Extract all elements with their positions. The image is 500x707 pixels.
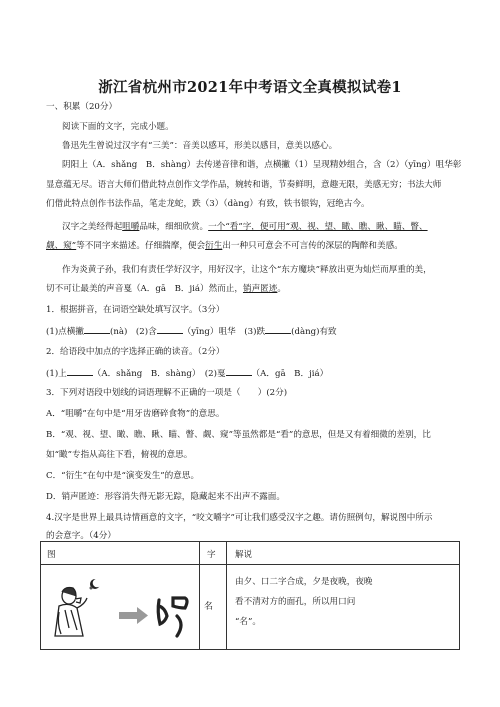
question-4-line1: 4.汉字是世界上最具诗情画意的文字，“咬文嚼字”可让我们感受汉字之趣。请仿照例句，解说图中所示 — [46, 513, 433, 523]
answer-blank-1[interactable] — [84, 325, 110, 334]
question-2: 2．给语段中加点的字选择正确的读音。（2分） — [46, 347, 225, 357]
moon-icon — [90, 579, 102, 590]
passage-p3-line2: 觑、窥”等不同字来描述。仔细揣摩，便会衍生出一种只可意会不可言传的深层的陶醉和美感。 — [46, 241, 403, 251]
example-table — [40, 541, 460, 650]
option-b-line2: 如“瞰”专指从高往下看，俯视的意思。 — [46, 450, 193, 460]
answer-blank-4[interactable] — [67, 367, 93, 376]
explanation-line-2: 看不清对方的面孔，所以用口问 — [235, 597, 356, 607]
answer-blank-3[interactable] — [265, 325, 291, 334]
question-4-line2: 的会意字。（4分） — [46, 531, 116, 541]
question-2-options: (1)上 （A．shǎng B．shàng） (2)戛 （A．gā B．jiá） — [46, 369, 329, 379]
header-character: 字 — [207, 550, 216, 560]
header-explanation: 解说 — [235, 550, 253, 560]
passage-p2-line1: 阴阳上（A．shǎng B．shàng）去传递音律和谐，点横撇（1）呈现精妙组合，含（2）（yīng）咀华彰 — [62, 160, 462, 170]
option-c: C．“衍生”在句中是“演变发生”的意思。 — [46, 471, 200, 481]
question-1: 1．根据拼音，在词语空缺处填写汉字。（3分） — [46, 305, 225, 315]
option-b-line1: B．“观、视、望、瞰、瞧、瞅、瞄、瞥、觑、窥”等虽然都是“看”的意思，但是又有着细微的差别，比 — [46, 430, 431, 440]
arrow-icon — [119, 607, 148, 624]
underlined-word-jujue: 咀嚼 — [122, 222, 140, 232]
underlined-word-yansheng: 衍生 — [205, 241, 223, 251]
section-heading: 一、积累（20分） — [46, 102, 118, 112]
passage-p3-line1: 汉字之美经得起咀嚼品味，细细欣赏。一个“看”字，便可用“观、视、望、瞰、瞧、瞅、瞄、瞥、 — [62, 222, 428, 232]
option-a: A．“咀嚼”在句中是“用牙齿磨碎食物”的意思。 — [46, 409, 225, 419]
underlined-phrase-kan: 一个“看”字，便可用“观、视、望、瞰、瞧、瞅、瞄、瞥、 — [208, 222, 428, 232]
question-3: 3．下列对语段中划线的词语理解不正确的一项是（ ）(2分) — [46, 388, 288, 398]
passage-p1: 鲁迅先生曾说过汉字有“三美”：音美以感耳，形美以感目，意美以感心。 — [62, 141, 338, 151]
passage-p4-line2: 切不可让最美的声音戛（A．gā B．jiá）然而止，销声匿迹。 — [46, 284, 286, 294]
character-cell: 名 — [204, 602, 214, 612]
option-d: D．销声匿迹：形容消失得无影无踪，隐藏起来不出声不露面。 — [46, 492, 285, 502]
passage-p2-line3: 们借此特点创作书法作品，笔走龙蛇，跌（3）（dàng）有致，铁书银钩，冠绝古今。 — [46, 199, 370, 209]
underlined-word-xiaoshengniji: 销声匿迹 — [242, 284, 278, 294]
passage-p4-line1: 作为炎黄子孙，我们有责任学好汉字，用好汉字，让这个“东方魔块”释放出更为灿烂而厚重的美， — [62, 265, 432, 275]
instruction-text: 阅读下面的文字，完成小题。 — [62, 122, 174, 132]
answer-blank-5[interactable] — [226, 367, 252, 376]
ancient-character-glyph — [158, 598, 187, 636]
passage-p2-line2: 显意蕴无尽。语言大师们借此特点创作文学作品，婉转和谐，节奏鲜明，意趣无限，美感无穷；书法大师 — [46, 180, 442, 190]
explanation-line-3: “名”。 — [235, 617, 261, 627]
answer-blank-2[interactable] — [157, 325, 183, 334]
header-picture: 图 — [47, 550, 56, 560]
illustration-image — [47, 572, 195, 652]
page-title: 浙江省杭州市2021年中考语文全真模拟试卷1 — [98, 79, 402, 96]
man-figure-icon — [55, 588, 87, 637]
question-1-options: (1)点横撇 (nà) (2)含 （yīng）咀华 (3)跌 (dàng)有致 — [46, 327, 337, 337]
explanation-line-1: 由夕、口二字合成，夕是夜晚，夜晚 — [235, 577, 373, 587]
